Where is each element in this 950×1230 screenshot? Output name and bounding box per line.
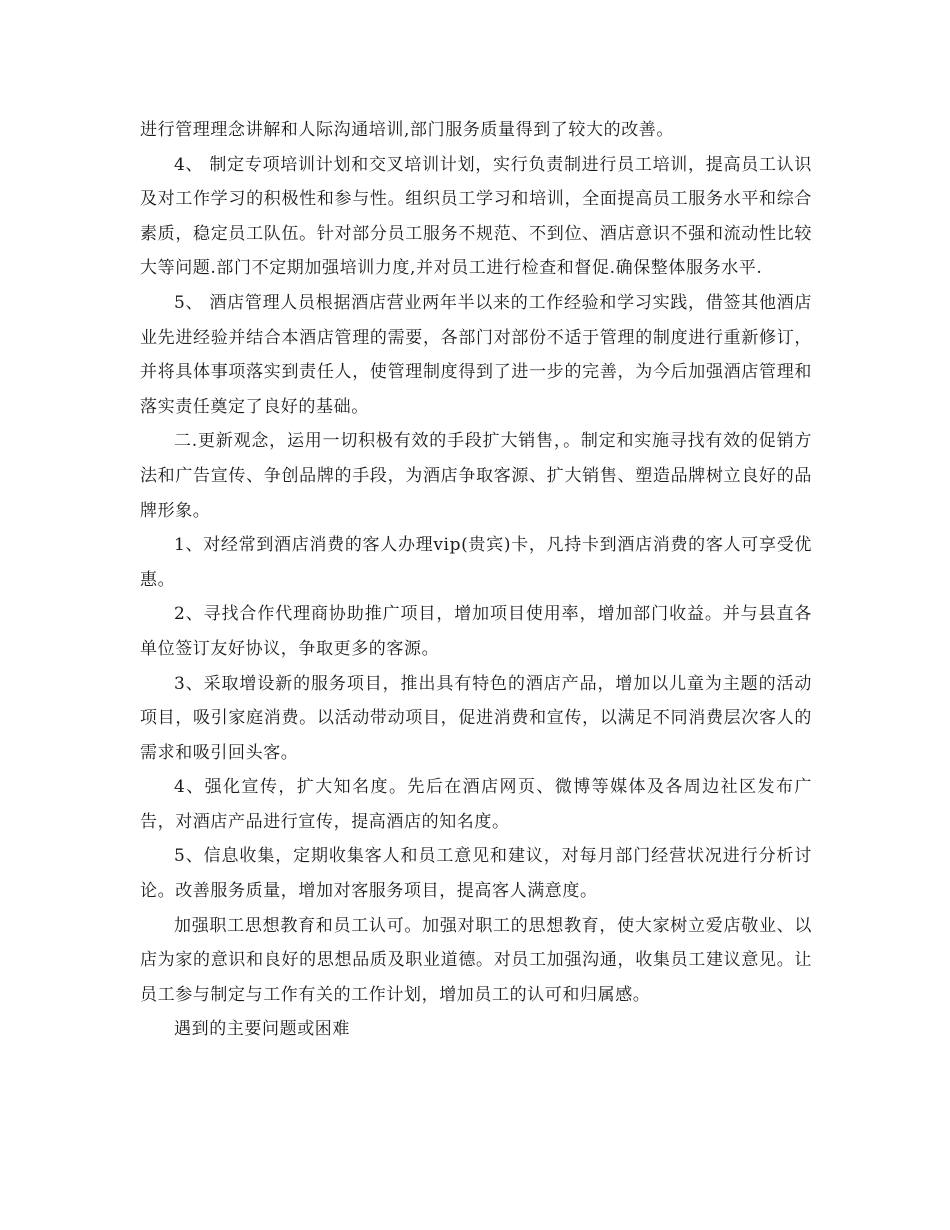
paragraph-problems-heading: 遇到的主要问题或困难 xyxy=(174,1019,350,1040)
paragraph-item-1-vip: 1、对经常到酒店消费的客人办理vip(贵宾)卡，凡持卡到酒店消费的客人可享受优惠。 xyxy=(140,535,812,590)
paragraph-item-3-services: 3、采取增设新的服务项目，推出具有特色的酒店产品，增加以儿童为主题的活动项目，吸引家庭消费。以活动带动项目，促进消费和宣传，以满足不同消费层次客人的需求和吸引回头客。 xyxy=(140,673,812,763)
paragraph-item-5-feedback: 5、信息收集，定期收集客人和员工意见和建议，对每月部门经营状况进行分析讨论。改善服务质量，增加对客服务项目，提高客人满意度。 xyxy=(140,846,812,902)
paragraph-item-5-management: 5、 酒店管理人员根据酒店营业两年半以来的工作经验和学习实践，借签其他酒店业先进经验并结合本酒店管理的需要，各部门对部份不适于管理的制度进行重新修订，并将具体事项落实到责任人，使管理制度得到了进一步的完善，为今后加强酒店管理和落实责任奠定了良好的基础。 xyxy=(140,292,812,417)
paragraph-staff-education: 加强职工思想教育和员工认可。加强对职工的思想教育，使大家树立爱店敬业、以店为家的意识和良好的思想品质及职业道德。对员工加强沟通，收集员工建议意见。让员工参与制定与工作有关的工作计划，增加员工的认可和归属感。 xyxy=(140,915,812,1005)
paragraph-item-2-agents: 2、寻找合作代理商协助推广项目，增加项目使用率，增加部门收益。并与县直各单位签订友好协议，争取更多的客源。 xyxy=(140,604,812,659)
paragraph-item-4-publicity: 4、强化宣传，扩大知名度。先后在酒店网页、微博等媒体及各周边社区发布广告，对酒店产品进行宣传，提高酒店的知名度。 xyxy=(140,777,812,832)
paragraph-section-2-heading: 二.更新观念，运用一切积极有效的手段扩大销售，。制定和实施寻找有效的促销方法和广告宣传、争创品牌的手段，为酒店争取客源、扩大销售、塑造品牌树立良好的品牌形象。 xyxy=(140,431,812,521)
paragraph-item-4-training: 4、 制定专项培训计划和交叉培训计划，实行负责制进行员工培训，提高员工认识及对工作学习的积极性和参与性。组织员工学习和培训，全面提高员工服务水平和综合素质，稳定员工队伍。针对部分员工服务不规范、不到位、酒店意识不强和流动性比较大等问题.部门不定期加强培训力度,并对员工进行检查和督促.确保整体服务水平. xyxy=(140,154,812,279)
document-body xyxy=(140,113,812,1047)
paragraph-continuation: 进行管理理念讲解和人际沟通培训,部门服务质量得到了较大的改善。 xyxy=(140,120,675,140)
